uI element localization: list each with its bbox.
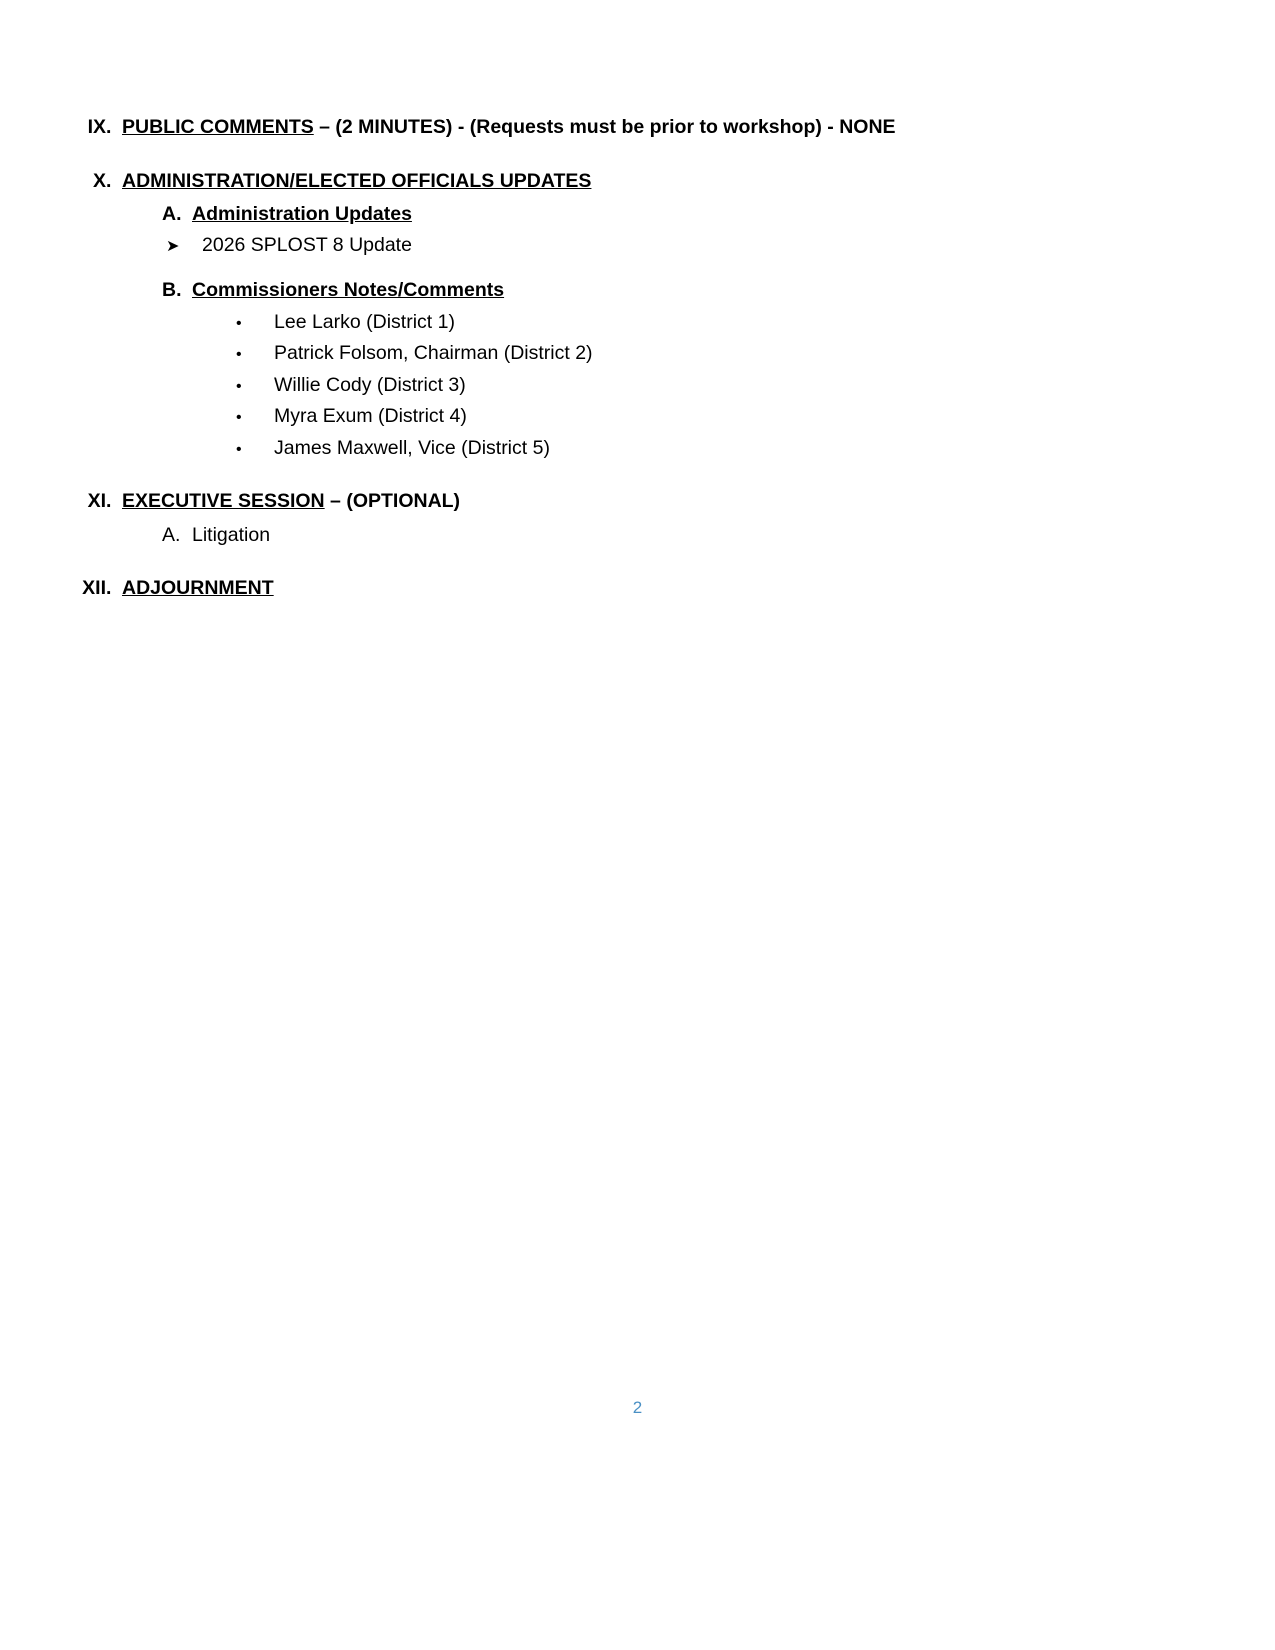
section-numeral-dot: . (106, 169, 112, 192)
section-administration-updates (60, 169, 1180, 192)
list-item-label: Lee Larko (District 1) (274, 310, 455, 333)
bullet-icon: • (236, 346, 242, 363)
list-item (236, 373, 1180, 396)
list-item (166, 233, 1180, 256)
section-numeral-dot: . (106, 577, 112, 599)
subsection-administration-updates (162, 205, 1180, 225)
section-numeral-dot: . (106, 116, 112, 138)
section-executive-session (60, 492, 1180, 512)
section-public-comments (60, 118, 1180, 138)
document-content (60, 118, 1180, 599)
section-numeral: XI (87, 490, 106, 512)
bullet-icon: • (236, 314, 242, 332)
section-title: EXECUTIVE SESSION (122, 490, 325, 512)
subsection-litigation (162, 523, 1180, 546)
section-title-suffix: – (OPTIONAL) (324, 490, 461, 512)
subsection-letter: B. (162, 279, 182, 301)
section-title: ADJOURNMENT (122, 577, 274, 599)
section-adjournment (60, 579, 1180, 599)
bullet-icon: • (236, 409, 242, 426)
subsection-title: Litigation (192, 523, 271, 546)
section-numeral: IX (87, 116, 106, 138)
list-item-label: Willie Cody (District 3) (274, 373, 466, 396)
bullet-icon: • (236, 440, 242, 458)
list-item-label: Patrick Folsom, Chairman (District 2) (274, 342, 593, 364)
list-item (236, 436, 1180, 459)
subsection-title: Administration Updates (192, 203, 412, 225)
section-heading (122, 492, 460, 512)
bullet-icon: • (236, 377, 242, 395)
section-heading (122, 118, 896, 138)
section-numeral: X (92, 169, 106, 192)
subsection-title: Commissioners Notes/Comments (192, 279, 505, 301)
subsection-commissioners-notes (162, 281, 1180, 301)
subsection-letter: A. (162, 523, 181, 546)
list-item-label: Myra Exum (District 4) (274, 405, 467, 427)
section-title: ADMINISTRATION/ELECTED OFFICIALS UPDATES (122, 169, 592, 192)
page-number: 2 (632, 1398, 643, 1417)
list-item (236, 407, 1180, 427)
list-item (236, 310, 1180, 333)
list-item (236, 344, 1180, 364)
section-numeral: XII (82, 577, 106, 599)
section-title-suffix: – (2 MINUTES) - (Requests must be prior to workshop) - NONE (313, 116, 896, 138)
arrow-bullet-icon: ➤ (166, 237, 180, 255)
list-item-label: 2026 SPLOST 8 Update (202, 233, 412, 256)
section-numeral-dot: . (106, 490, 112, 512)
list-item-label: James Maxwell, Vice (District 5) (274, 436, 550, 459)
subsection-letter: A. (162, 203, 182, 225)
section-title: PUBLIC COMMENTS (122, 116, 314, 138)
